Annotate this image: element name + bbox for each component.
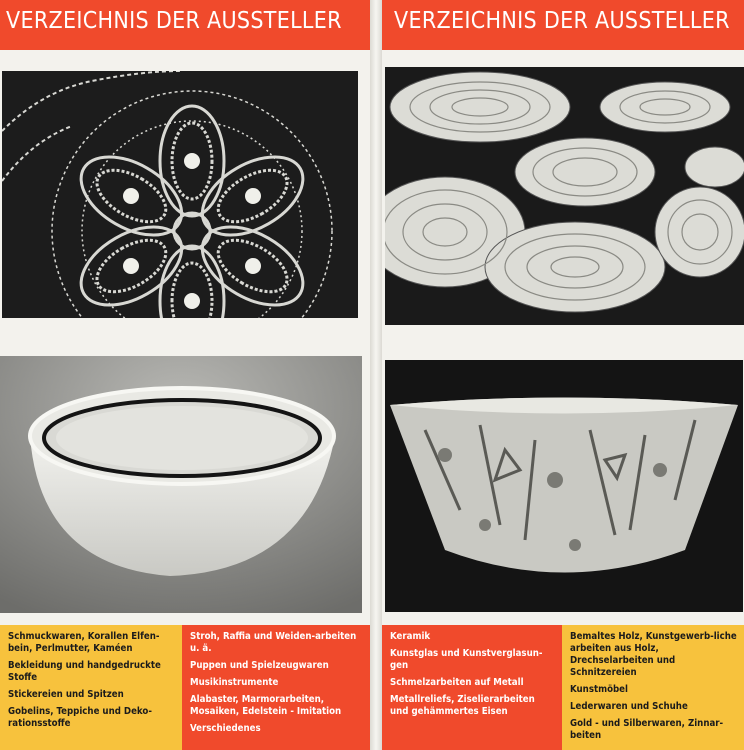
center-fold	[370, 0, 382, 750]
legend-item: Gobelins, Teppiche und Deko-rationsstoffe	[8, 706, 152, 729]
legend-item: Bemaltes Holz, Kunstgewerb-liche arbeiten aus Holz, Drechselarbeiten und Schnitzereien	[570, 631, 737, 678]
right-legend-yellow	[562, 625, 744, 750]
right-panel	[382, 0, 744, 750]
legend-item: Gold - und Silberwaren, Zinnar-beiten	[570, 718, 724, 741]
legend-item: Musikinstrumente	[190, 677, 279, 688]
legend-item: Keramik	[390, 631, 431, 642]
legend-item: Kunstmöbel	[570, 684, 628, 695]
legend-item: Lederwaren und Schuhe	[570, 701, 688, 712]
right-legend-red	[382, 625, 562, 750]
left-legend-red	[182, 625, 370, 750]
legend-item: Verschiedenes	[190, 723, 261, 734]
baskets-photo	[385, 67, 744, 325]
right-header-title: VERZEICHNIS DER AUSSTELLER	[394, 8, 730, 34]
alabaster-bowl-photo	[0, 356, 362, 613]
left-panel	[0, 0, 370, 750]
legend-item: Schmelzarbeiten auf Metall	[390, 677, 524, 688]
legend-item: Schmuckwaren, Korallen Elfen-bein, Perlmutter, Kaméen	[8, 631, 160, 654]
right-header-band	[382, 0, 744, 50]
legend-item: Stroh, Raffia und Weiden-arbeiten u. ä.	[190, 631, 357, 654]
legend-item: Metallreliefs, Ziselierarbeiten und gehämmertes Eisen	[390, 694, 535, 717]
legend-item: Puppen und Spielzeugwaren	[190, 660, 329, 671]
legend-item: Kunstglas und Kunstverglasun-gen	[390, 648, 543, 671]
left-legend-yellow	[0, 625, 182, 750]
legend-item: Alabaster, Marmorarbeiten, Mosaiken, Edelstein - Imitation	[190, 694, 342, 717]
legend-item: Bekleidung und handgedruckte Stoffe	[8, 660, 161, 683]
legend-item: Stickereien und Spitzen	[8, 689, 124, 700]
left-header-title: VERZEICHNIS DER AUSSTELLER	[6, 8, 342, 34]
left-header-band	[0, 0, 370, 50]
lace-photo	[2, 71, 358, 318]
ceramic-bowl-photo	[385, 360, 743, 612]
